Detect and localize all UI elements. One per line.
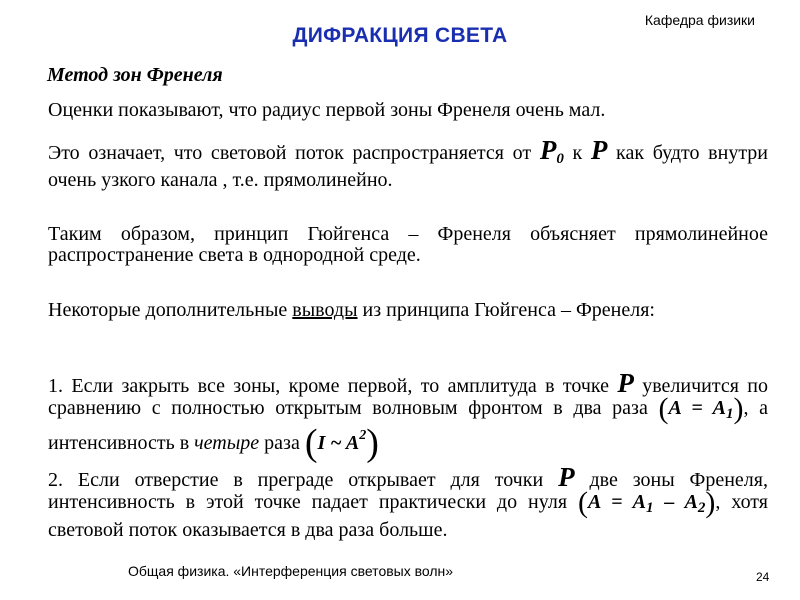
symbol-p-hole: P <box>558 462 575 492</box>
p2-text-after: как будто внутри очень узкого канала , т.е. прямолинейно. <box>48 142 768 191</box>
p5-text-before: 1. Если закрыть все зоны, кроме первой, то амплитуда в точке <box>48 375 618 397</box>
p4-text-after: из принципа Гюйгенса – Френеля: <box>357 299 655 321</box>
p5-text-middle: увеличится по сравнению с полностью открытым волновым фронтом в два раза <box>48 375 768 419</box>
p6-text-after: , хотя световой поток оказывается в два раза больше. <box>48 491 768 541</box>
symbol-p: P <box>590 135 608 165</box>
symbol-p-point: P <box>617 368 634 398</box>
conclusions-word: выводы <box>292 299 358 321</box>
formula-amplitude: $(A = A_1)$ <box>658 392 744 425</box>
p6-text-middle: две зоны Френеля, интенсивность в этой точке падает практически до нуля <box>48 469 768 513</box>
paragraph-1: Оценки показывают, что радиус первой зоны Френеля очень мал. <box>48 99 606 121</box>
section-subtitle: Метод зон Френеля <box>47 64 223 86</box>
paragraph-2 <box>48 135 768 191</box>
p5-text-after2: раза <box>259 432 305 454</box>
p2-text-before: Это означает, что световой поток распространяется от <box>48 142 540 164</box>
p6-text-before: 2. Если отверстие в преграде открывает для точки <box>48 469 559 491</box>
p2-text-middle: к <box>563 142 591 164</box>
footer-course-title: Общая физика. «Интерференция световых волн» <box>128 563 454 579</box>
p4-text-before: Некоторые дополнительные <box>48 299 293 321</box>
p5-text-after1: , а интенсивность в <box>48 397 768 454</box>
department-label: Кафедра физики <box>644 12 755 28</box>
paragraph-6 <box>48 462 768 541</box>
formula-two-zones: $(A = A_1 - A_2)$ <box>577 486 716 519</box>
four-times-word: четыре <box>194 432 260 454</box>
slide-title: ДИФРАКЦИЯ СВЕТА <box>292 24 508 47</box>
paragraph-5 <box>48 368 768 464</box>
paragraph-3: Таким образом, принцип Гюйгенса – Френеля объясняет прямолинейное распространение света в однородной среде. <box>48 223 768 266</box>
formula-intensity: (I ~ $A^2$) <box>304 422 379 464</box>
paragraph-4 <box>48 300 768 321</box>
symbol-p0: $P_0$ <box>539 135 564 167</box>
page-number: 24 <box>756 570 770 584</box>
